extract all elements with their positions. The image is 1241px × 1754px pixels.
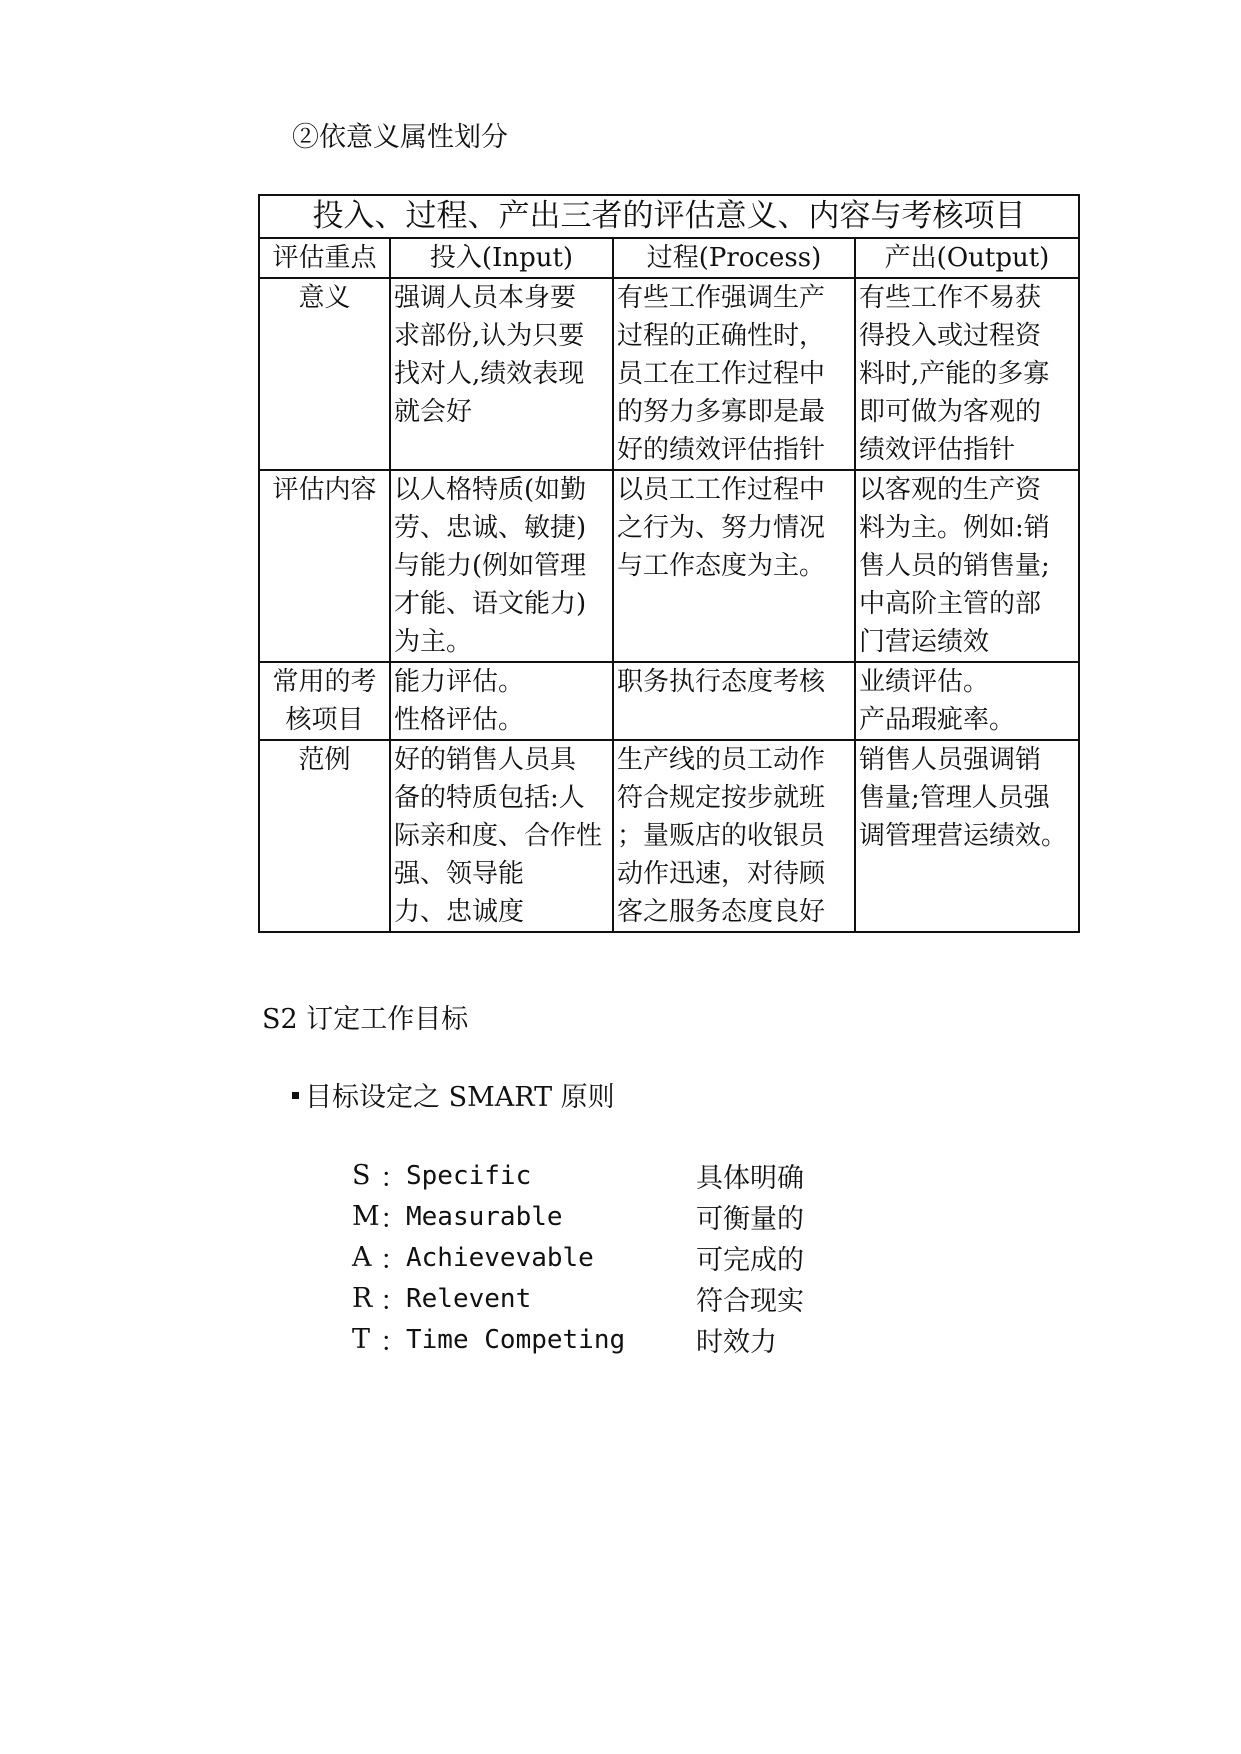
cell-line: 客之服务态度良好 <box>617 897 826 927</box>
cell-line: 常用的考 <box>272 667 377 697</box>
column-header: 过程(Process) <box>613 238 855 278</box>
cell-line: 评估内容 <box>272 475 377 505</box>
cell-line: 好的销售人员具 <box>394 745 577 775</box>
smart-meaning: 具体明确 <box>696 1163 804 1194</box>
row-header <box>259 470 390 662</box>
smart-list <box>352 1155 804 1360</box>
smart-letter: S <box>352 1160 371 1191</box>
cell-line: 备的特质包括:人 <box>394 783 585 813</box>
cell-line: 求部份,认为只要 <box>394 321 585 351</box>
cell-line: 销售人员强调销 <box>859 745 1042 775</box>
smart-letter: T <box>352 1324 371 1355</box>
cell-line: 员工在工作过程中 <box>617 359 826 389</box>
smart-letter: R <box>352 1283 373 1314</box>
column-header: 评估重点 <box>259 238 390 278</box>
cell-line: 以人格特质(如勤 <box>394 475 587 505</box>
table-cell <box>855 278 1079 470</box>
smart-colon: ： <box>380 1163 407 1194</box>
cell-line: 绩效评估指针 <box>859 435 1016 465</box>
row-header <box>259 662 390 740</box>
table-row <box>259 470 1079 662</box>
table-cell <box>613 470 855 662</box>
cell-line: 业绩评估。 <box>859 667 990 697</box>
cell-line: 中高阶主管的部 <box>859 589 1042 619</box>
cell-line: 动作迅速，对待顾 <box>617 859 826 889</box>
s2-heading: S2 订定工作目标 <box>262 1004 469 1035</box>
cell-line: 有些工作不易获 <box>859 283 1042 313</box>
cell-line: 生产线的员工动作 <box>617 745 826 775</box>
table-cell <box>390 662 613 740</box>
cell-line: 性格评估。 <box>394 705 525 735</box>
cell-line: 售量;管理人员强 <box>859 783 1050 813</box>
cell-line: 核项目 <box>285 705 364 735</box>
table-cell <box>613 278 855 470</box>
table-title-row <box>259 195 1079 238</box>
cell-line: 之行为、努力情况 <box>617 513 826 543</box>
cell-line: 才能、语文能力) <box>394 589 587 619</box>
smart-letter: A <box>352 1242 372 1273</box>
list-item <box>352 1319 804 1360</box>
cell-line: 强调人员本身要 <box>394 283 577 313</box>
evaluation-table <box>258 194 1080 933</box>
table-cell <box>390 740 613 932</box>
list-item <box>352 1196 804 1237</box>
row-header <box>259 278 390 470</box>
table-cell <box>390 470 613 662</box>
cell-line: 找对人,绩效表现 <box>394 359 585 389</box>
cell-line: 的努力多寡即是最 <box>617 397 826 427</box>
table-cell <box>390 278 613 470</box>
column-header: 投入(Input) <box>390 238 613 278</box>
section-heading: ②依意义属性划分 <box>292 122 508 153</box>
smart-letter: M <box>352 1201 380 1232</box>
smart-colon: ： <box>380 1204 407 1235</box>
table-cell <box>855 662 1079 740</box>
smart-term: Time Competing <box>406 1324 626 1355</box>
cell-line: 过程的正确性时， <box>617 321 826 351</box>
cell-line: 料时,产能的多寡 <box>859 359 1050 389</box>
cell-line: ；量贩店的收银员 <box>617 821 826 851</box>
cell-line: 职务执行态度考核 <box>617 667 826 697</box>
cell-line: 以客观的生产资 <box>859 475 1042 505</box>
table-row <box>259 278 1079 470</box>
table-row <box>259 740 1079 932</box>
cell-line: 料为主。例如:销 <box>859 513 1050 543</box>
cell-line: 为主。 <box>394 627 473 657</box>
smart-meaning: 可完成的 <box>696 1245 804 1276</box>
cell-line: 得投入或过程资 <box>859 321 1042 351</box>
list-item <box>352 1237 804 1278</box>
cell-line: 际亲和度、合作性 <box>394 821 603 851</box>
cell-line: 调管理营运绩效。 <box>859 821 1068 851</box>
cell-line: 范例 <box>298 745 351 775</box>
table-row <box>259 662 1079 740</box>
smart-heading-text: 目标设定之 SMART 原则 <box>305 1082 615 1113</box>
cell-line: 力、忠诚度 <box>394 897 525 927</box>
row-header <box>259 740 390 932</box>
cell-line: 就会好 <box>394 397 473 427</box>
smart-colon: ： <box>380 1245 407 1276</box>
list-item <box>352 1278 804 1319</box>
cell-line: 符合规定按步就班 <box>617 783 826 813</box>
table-title: 投入、过程、产出三者的评估意义、内容与考核项目 <box>259 195 1079 238</box>
cell-line: 能力评估。 <box>394 667 525 697</box>
table-cell <box>855 740 1079 932</box>
cell-line: 即可做为客观的 <box>859 397 1042 427</box>
smart-meaning: 符合现实 <box>696 1286 804 1317</box>
smart-meaning: 时效力 <box>696 1327 777 1358</box>
cell-line: 产品瑕疵率。 <box>859 705 1016 735</box>
cell-line: 强、领导能 <box>394 859 525 889</box>
smart-term: Achievevable <box>406 1242 594 1273</box>
smart-term: Relevent <box>406 1283 532 1314</box>
cell-line: 售人员的销售量; <box>859 551 1050 581</box>
smart-heading <box>292 1078 615 1118</box>
cell-line: 以员工工作过程中 <box>617 475 826 505</box>
column-header: 产出(Output) <box>855 238 1079 278</box>
smart-term: Specific <box>406 1160 532 1191</box>
cell-line: 门营运绩效 <box>859 627 990 657</box>
cell-line: 好的绩效评估指针 <box>617 435 826 465</box>
square-bullet-icon <box>292 1092 299 1099</box>
cell-line: 与能力(例如管理 <box>394 551 587 581</box>
cell-line: 意义 <box>298 283 351 313</box>
smart-meaning: 可衡量的 <box>696 1204 804 1235</box>
smart-term: Measurable <box>406 1201 563 1232</box>
cell-line: 劳、忠诚、敏捷) <box>394 513 587 543</box>
cell-line: 有些工作强调生产 <box>617 283 826 313</box>
list-item <box>352 1155 804 1196</box>
smart-colon: ： <box>380 1327 407 1358</box>
table-header-row <box>259 238 1079 278</box>
table-cell <box>613 662 855 740</box>
table-cell <box>613 740 855 932</box>
smart-colon: ： <box>380 1286 407 1317</box>
cell-line: 与工作态度为主。 <box>617 551 826 581</box>
table-cell <box>855 470 1079 662</box>
